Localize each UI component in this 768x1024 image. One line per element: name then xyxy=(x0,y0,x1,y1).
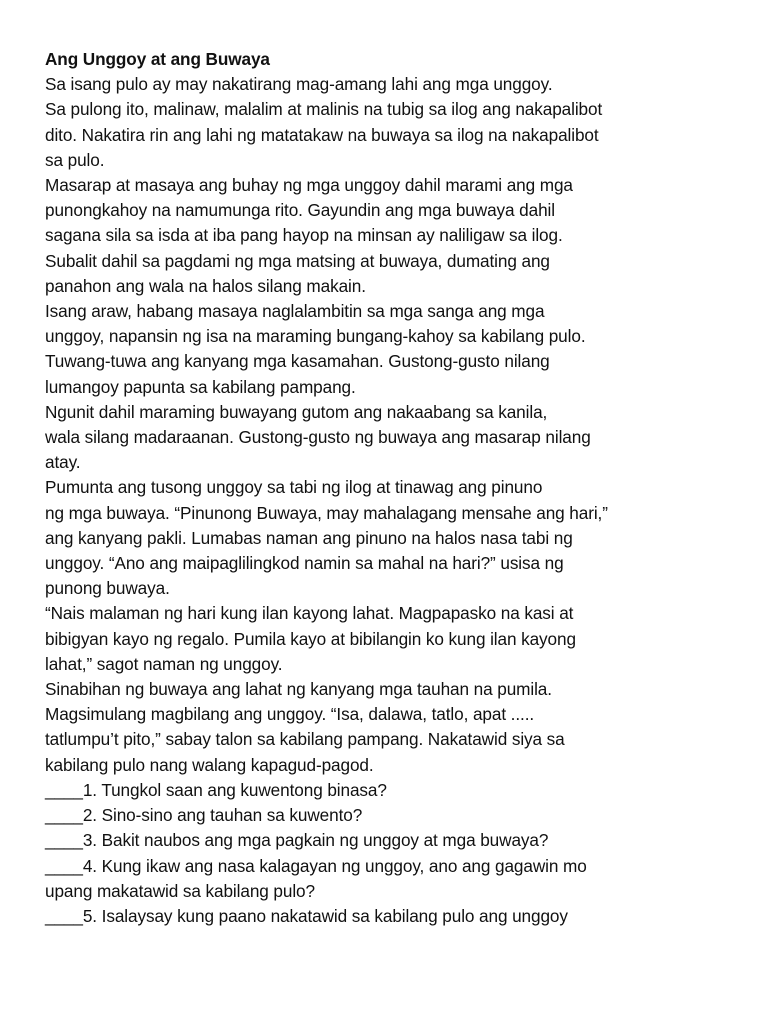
text-line: dito. Nakatira rin ang lahi ng matatakaw na buwaya sa ilog na nakapalibot xyxy=(45,124,599,145)
text-line: Tuwang-tuwa ang kanyang mga kasamahan. Gustong-gusto nilang xyxy=(45,351,550,372)
text-line: ang kanyang pakli. Lumabas naman ang pinuno na halos nasa tabi ng xyxy=(45,527,573,548)
question-2: ____2. Sino-sino ang tauhan sa kuwento? xyxy=(45,805,363,826)
question-1: ____1. Tungkol saan ang kuwentong binasa? xyxy=(45,779,387,800)
text-line: kabilang pulo nang walang kapagud-pagod. xyxy=(45,754,374,775)
text-line: lahat,” sagot naman ng unggoy. xyxy=(45,653,283,674)
text-line: Sa pulong ito, malinaw, malalim at malinis na tubig sa ilog ang nakapalibot xyxy=(45,99,603,120)
text-line: Ngunit dahil maraming buwayang gutom ang nakaabang sa kanila, xyxy=(45,401,548,422)
text-line: lumangoy papunta sa kabilang pampang. xyxy=(45,376,356,397)
text-line: Magsimulang magbilang ang unggoy. “Isa, dalawa, tatlo, apat ..... xyxy=(45,704,535,725)
text-line: Sinabihan ng buwaya ang lahat ng kanyang mga tauhan na pumila. xyxy=(45,679,552,700)
text-line: Pumunta ang tusong unggoy sa tabi ng ilog at tinawag ang pinuno xyxy=(45,477,543,498)
text-line: ng mga buwaya. “Pinunong Buwaya, may mahalagang mensahe ang hari,” xyxy=(45,502,608,523)
question-4-continued: upang makatawid sa kabilang pulo? xyxy=(45,880,315,901)
text-line: Isang araw, habang masaya naglalambitin sa mga sanga ang mga xyxy=(45,301,545,322)
question-5: ____5. Isalaysay kung paano nakatawid sa kabilang pulo ang unggoy xyxy=(45,905,568,926)
text-line: sagana sila sa isda at iba pang hayop na minsan ay naliligaw sa ilog. xyxy=(45,225,563,246)
document-title: Ang Unggoy at ang Buwaya xyxy=(45,49,270,69)
question-3: ____3. Bakit naubos ang mga pagkain ng unggoy at mga buwaya? xyxy=(45,830,549,851)
text-line: Masarap at masaya ang buhay ng mga unggoy dahil marami ang mga xyxy=(45,175,573,196)
text-line: Subalit dahil sa pagdami ng mga matsing at buwaya, dumating ang xyxy=(45,250,550,271)
text-line: panahon ang wala na halos silang makain. xyxy=(45,275,366,296)
text-line: Sa isang pulo ay may nakatirang mag-amang lahi ang mga unggoy. xyxy=(45,74,553,95)
document-body xyxy=(45,47,735,929)
text-line: atay. xyxy=(45,452,81,473)
text-line: wala silang madaraanan. Gustong-gusto ng buwaya ang masarap nilang xyxy=(45,427,591,448)
text-line: punongkahoy na namumunga rito. Gayundin ang mga buwaya dahil xyxy=(45,200,555,221)
text-line: sa pulo. xyxy=(45,149,105,170)
text-line: unggoy. “Ano ang maipaglilingkod namin sa mahal na hari?” usisa ng xyxy=(45,553,564,574)
question-4: ____4. Kung ikaw ang nasa kalagayan ng unggoy, ano ang gagawin mo xyxy=(45,855,587,876)
text-line: bibigyan kayo ng regalo. Pumila kayo at bibilangin ko kung ilan kayong xyxy=(45,628,576,649)
text-line: punong buwaya. xyxy=(45,578,170,599)
text-line: tatlumpu’t pito,” sabay talon sa kabilang pampang. Nakatawid siya sa xyxy=(45,729,565,750)
text-line: unggoy, napansin ng isa na maraming bungang-kahoy sa kabilang pulo. xyxy=(45,326,586,347)
text-line: “Nais malaman ng hari kung ilan kayong lahat. Magpapasko na kasi at xyxy=(45,603,574,624)
